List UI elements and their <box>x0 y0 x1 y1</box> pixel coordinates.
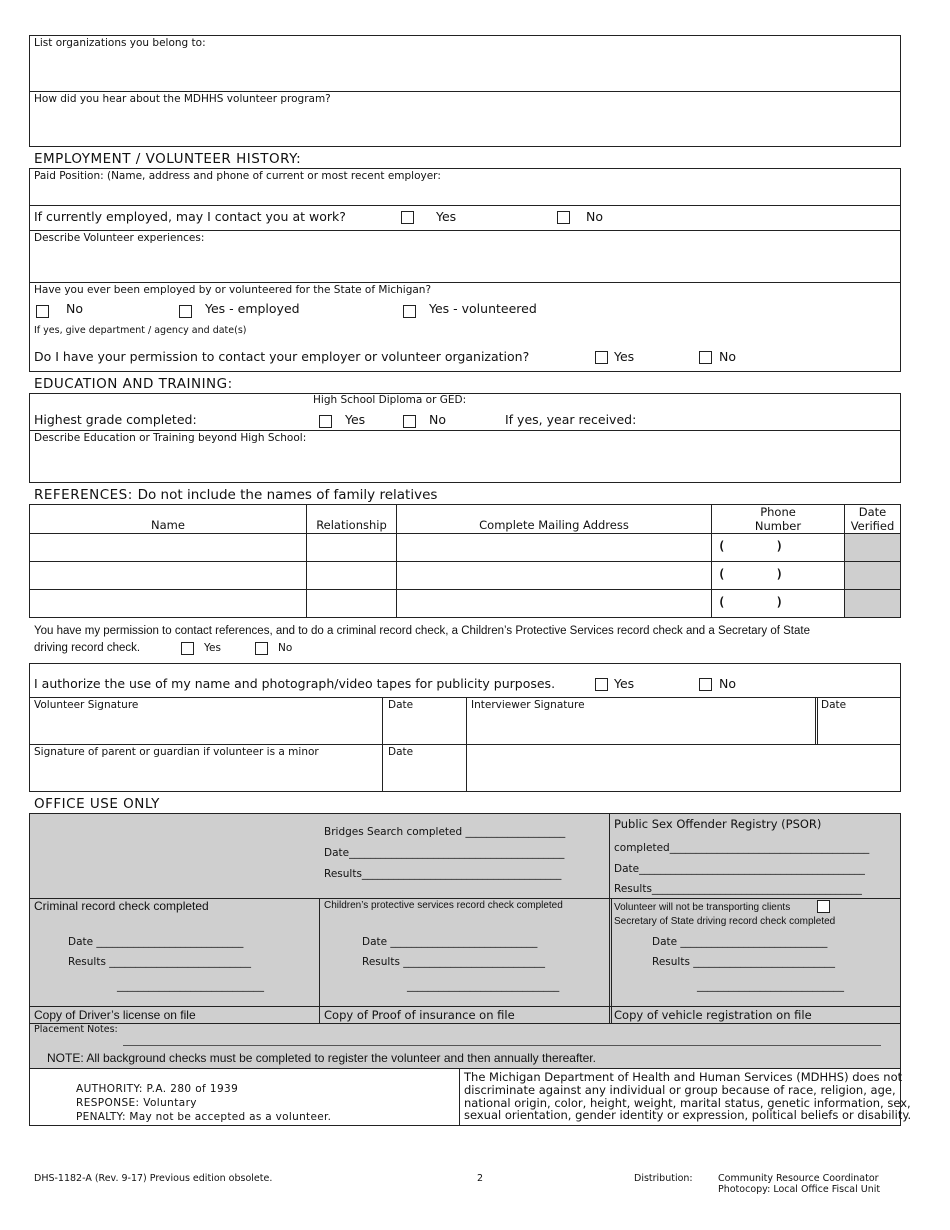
ref-permission-no-label: No <box>278 642 293 654</box>
contact-work-no-label: No <box>586 209 603 224</box>
col-date-line2: Verified <box>850 519 895 533</box>
publicity-yes-label: Yes <box>614 676 635 691</box>
volunteer-signature-label: Volunteer Signature <box>34 699 139 711</box>
volunteer-date-label: Date <box>388 699 414 711</box>
permission-question: Do I have your permission to contact your employer or volunteer organization? <box>34 349 530 364</box>
bridges-search: Bridges Search completed ___________________ <box>324 826 566 838</box>
nondiscrimination-line: The Michigan Department of Health and Human Services (MDHHS) does not <box>464 1070 903 1084</box>
volunteer-experience-label: Describe Volunteer experiences: <box>34 232 205 244</box>
publicity-text: I authorize the use of my name and photograph/video tapes for publicity purposes. <box>34 676 556 691</box>
ref-permission-yes-label: Yes <box>204 642 221 654</box>
sos-extra-line: ____________________________ <box>697 980 844 992</box>
placement-notes-label: Placement Notes: <box>34 1024 118 1035</box>
paid-position-field[interactable] <box>30 184 900 204</box>
interviewer-signature-field[interactable] <box>468 714 813 742</box>
phone-paren: ( ) <box>718 539 784 553</box>
office-use-heading: OFFICE USE ONLY <box>34 796 160 812</box>
diploma-yes-checkbox[interactable] <box>319 415 332 428</box>
phone-paren: ( ) <box>718 595 784 609</box>
nondiscrimination-line: sexual orientation, gender identity or expression, political beliefs or disability. <box>464 1108 912 1123</box>
bridges-results: Results______________________________________ <box>324 868 562 880</box>
divider <box>319 898 320 1023</box>
contact-work-yes-label: Yes <box>436 209 457 224</box>
employment-heading: EMPLOYMENT / VOLUNTEER HISTORY: <box>34 151 302 167</box>
background-check-note: NOTE: All background checks must be completed to register the volunteer and then annually thereafter. <box>47 1051 596 1065</box>
response-text: RESPONSE: Voluntary <box>76 1097 197 1109</box>
divider <box>611 898 612 1023</box>
divider <box>29 697 901 698</box>
contact-work-no-checkbox[interactable] <box>557 211 570 224</box>
penalty-text: PENALTY: May not be accepted as a volunteer. <box>76 1111 332 1123</box>
cps-title: Children’s protective services record check completed <box>324 900 563 911</box>
divider <box>29 533 901 534</box>
sos-title: Secretary of State driving record check completed <box>614 916 836 927</box>
nondiscrimination-line: national origin, color, height, weight, marital status, genetic information, sex, <box>464 1095 911 1110</box>
divider <box>609 813 610 1023</box>
nondiscrimination-statement <box>464 1070 912 1123</box>
interviewer-signature-label: Interviewer Signature <box>471 699 585 711</box>
divider <box>29 744 901 745</box>
sos-transport-label: Volunteer will not be transporting clients <box>614 902 791 913</box>
cps-date: Date ____________________________ <box>362 936 538 948</box>
publicity-no-checkbox[interactable] <box>699 678 712 691</box>
authority-text: AUTHORITY: P.A. 280 of 1939 <box>76 1083 239 1095</box>
cps-results: Results ___________________________ <box>362 956 546 968</box>
divider <box>382 697 383 792</box>
state-employed-label: Yes - employed <box>205 301 300 316</box>
cps-extra-line: _____________________________ <box>407 980 560 992</box>
col-date-line1: Date <box>858 505 887 519</box>
year-received-label: If yes, year received: <box>505 412 637 427</box>
references-heading <box>34 487 437 503</box>
divider <box>459 1068 460 1126</box>
permission-yes-label: Yes <box>614 349 635 364</box>
hear-about-field[interactable] <box>30 108 900 146</box>
col-name: Name <box>151 518 185 532</box>
state-no-label: No <box>66 301 83 316</box>
psor-results: Results________________________________________ <box>614 883 862 895</box>
reference-permission-text: You have my permission to contact references, and to do a criminal record check, a Children’s Protective Services record check and a Secretary of State <box>34 625 810 637</box>
form-id: DHS-1182-A (Rev. 9-17) Previous edition obsolete. <box>34 1173 273 1184</box>
state-employed-checkbox[interactable] <box>179 305 192 318</box>
col-relationship: Relationship <box>316 518 387 532</box>
distribution-line-1: Community Resource Coordinator <box>718 1173 879 1184</box>
diploma-no-checkbox[interactable] <box>403 415 416 428</box>
education-heading: EDUCATION AND TRAINING: <box>34 376 233 392</box>
divider <box>29 205 901 206</box>
sos-date: Date ____________________________ <box>652 936 828 948</box>
diploma-yes-label: Yes <box>345 412 366 427</box>
criminal-record-title: Criminal record check completed <box>34 899 209 913</box>
copy-registration-label: Copy of vehicle registration on file <box>614 1008 812 1022</box>
date-verified-cell <box>845 590 900 617</box>
references-note: Do not include the names of family relatives <box>137 487 438 503</box>
placement-notes-field[interactable] <box>120 1025 880 1045</box>
ref-permission-yes-checkbox[interactable] <box>181 642 194 655</box>
divider <box>29 230 901 231</box>
nondiscrimination-line: discriminate against any individual or group because of race, religion, age, <box>464 1082 896 1097</box>
ref-permission-no-checkbox[interactable] <box>255 642 268 655</box>
distribution-line-2: Photocopy: Local Office Fiscal Unit <box>718 1184 881 1195</box>
hear-about-label: How did you hear about the MDHHS volunteer program? <box>34 93 331 105</box>
psor-title: Public Sex Offender Registry (PSOR) <box>614 817 822 831</box>
references-title: REFERENCES: <box>34 487 133 503</box>
col-phone <box>712 505 844 533</box>
if-yes-label: If yes, give department / agency and date(s) <box>34 325 247 336</box>
divider <box>817 697 818 744</box>
date-verified-cell <box>845 562 900 589</box>
state-volunteered-label: Yes - volunteered <box>429 301 537 316</box>
date-verified-cell <box>845 534 900 561</box>
state-no-checkbox[interactable] <box>36 305 49 318</box>
sos-results: Results ___________________________ <box>652 956 836 968</box>
parent-signature-label: Signature of parent or guardian if volunteer is a minor <box>34 746 319 758</box>
publicity-yes-checkbox[interactable] <box>595 678 608 691</box>
state-employment-question: Have you ever been employed by or volunteered for the State of Michigan? <box>34 284 432 296</box>
reference-permission-text-2: driving record check. <box>34 642 141 654</box>
divider <box>815 697 816 744</box>
diploma-label: High School Diploma or GED: <box>313 394 467 406</box>
col-phone-line2: Number <box>754 519 802 533</box>
criminal-date: Date ____________________________ <box>68 936 244 948</box>
divider <box>29 430 901 431</box>
contact-work-question: If currently employed, may I contact you at work? <box>34 209 346 224</box>
state-volunteered-checkbox[interactable] <box>403 305 416 318</box>
copy-insurance-label: Copy of Proof of insurance on file <box>324 1008 515 1022</box>
psor-completed: completed______________________________________ <box>614 842 870 854</box>
permission-no-label: No <box>719 349 736 364</box>
parent-signature-field[interactable] <box>30 761 380 790</box>
highest-grade-label: Highest grade completed: <box>34 412 197 427</box>
organizations-label: List organizations you belong to: <box>34 37 206 49</box>
paid-position-label: Paid Position: (Name, address and phone of current or most recent employer: <box>34 170 441 182</box>
criminal-extra-line: ____________________________ <box>117 980 264 992</box>
col-date-verified <box>845 505 900 533</box>
divider <box>29 91 901 92</box>
page-number: 2 <box>477 1173 484 1184</box>
divider <box>466 697 467 792</box>
divider <box>29 1023 901 1024</box>
distribution-label: Distribution: <box>634 1173 693 1184</box>
permission-no-checkbox[interactable] <box>699 351 712 364</box>
diploma-no-label: No <box>429 412 446 427</box>
beyond-high-school-field[interactable] <box>30 446 900 482</box>
organizations-field[interactable] <box>30 52 900 90</box>
not-transporting-checkbox[interactable] <box>817 900 830 913</box>
bridges-date: Date_________________________________________ <box>324 847 565 859</box>
interviewer-date-label: Date <box>821 699 847 711</box>
copy-license-label: Copy of Driver’s license on file <box>34 1008 196 1022</box>
parent-date-label: Date <box>388 746 414 758</box>
beyond-high-school-label: Describe Education or Training beyond High School: <box>34 432 307 444</box>
permission-yes-checkbox[interactable] <box>595 351 608 364</box>
psor-date: Date___________________________________________ <box>614 863 865 875</box>
divider <box>29 589 901 590</box>
publicity-no-label: No <box>719 676 736 691</box>
criminal-results: Results ___________________________ <box>68 956 252 968</box>
divider <box>29 1006 901 1007</box>
col-phone-line1: Phone <box>760 505 796 519</box>
volunteer-signature-field[interactable] <box>30 714 380 742</box>
contact-work-yes-checkbox[interactable] <box>401 211 414 224</box>
placement-notes-line <box>123 1045 881 1046</box>
volunteer-experience-field[interactable] <box>30 246 900 281</box>
col-address: Complete Mailing Address <box>479 518 629 532</box>
divider <box>29 561 901 562</box>
phone-paren: ( ) <box>718 567 784 581</box>
divider <box>29 282 901 283</box>
